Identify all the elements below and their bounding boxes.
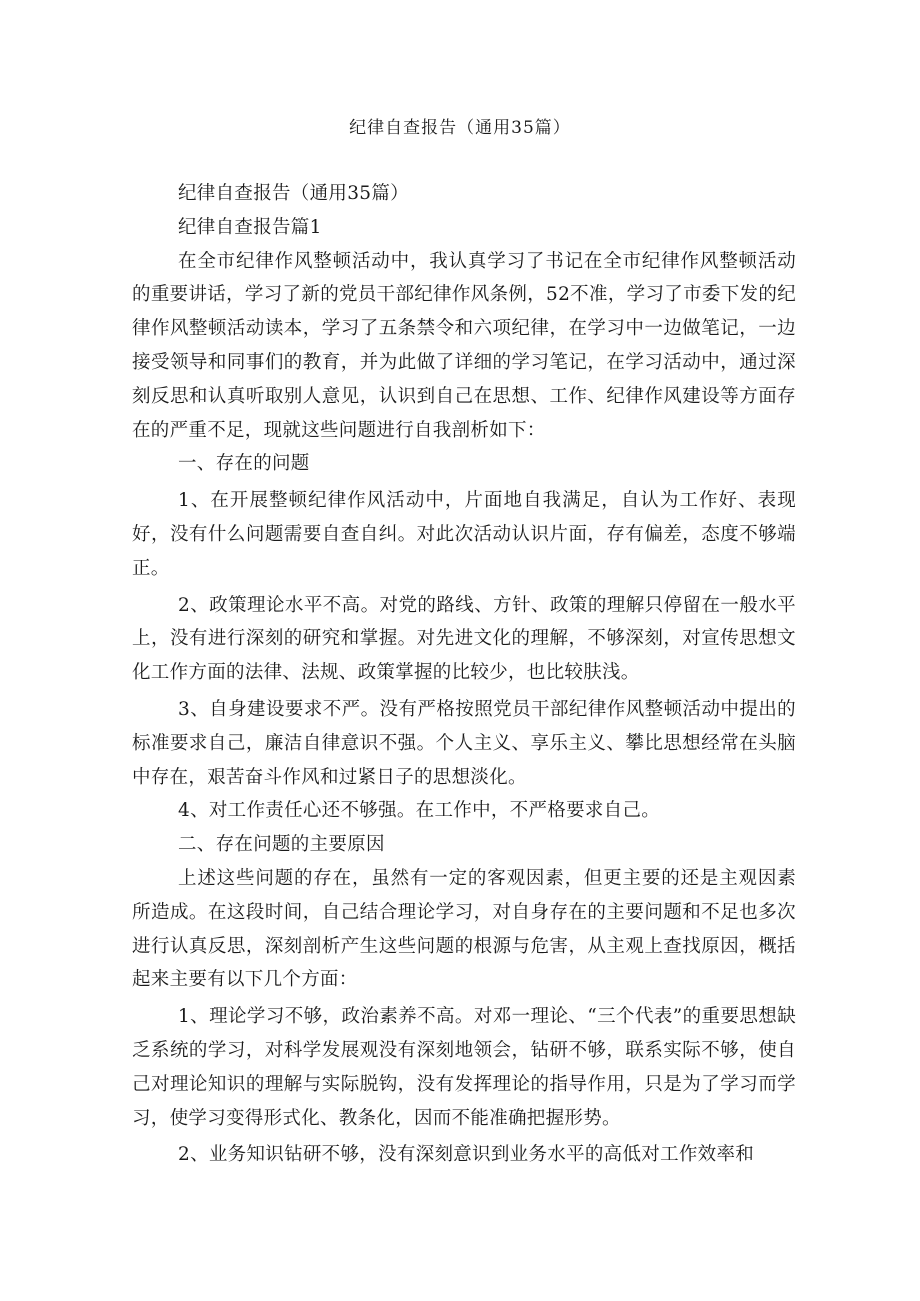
intro-paragraph: 在全市纪律作风整顿活动中，我认真学习了书记在全市纪律作风整顿活动的重要讲话，学习了新的党员干部纪律作风条例，52不准，学习了市委下发的纪律作风整顿活动读本，学习了五条禁令和六项纪律，在学习中一边做笔记，一边接受领导和同事们的教育，并为此做了详细的学习笔记，在学习活动中，通过深刻反思和认真听取别人意见，认识到自己在思想、工作、纪律作风建设等方面存在的严重不足，现就这些问题进行自我剖析如下： [132, 250, 796, 441]
document-body [132, 177, 796, 1172]
cause-2-paragraph: 2、业务知识钻研不够，没有深刻意识到业务水平的高低对工作效率和 [178, 1144, 755, 1166]
subtitle-paragraph: 纪律自查报告（通用35篇） [178, 183, 409, 204]
problem-2-paragraph: 2、政策理论水平不高。对党的路线、方针、政策的理解只停留在一般水平上，没有进行深刻的研究和掌握。对先进文化的理解，不够深刻，对宣传思想文化工作方面的法律、法规、政策掌握的比较少，也比较肤浅。 [132, 594, 796, 684]
problem-4-paragraph: 4、对工作责任心还不够强。在工作中，不严格要求自己。 [178, 800, 661, 822]
heading-existing-problems: 一、存在的问题 [178, 453, 310, 475]
section-heading: 纪律自查报告篇1 [178, 216, 322, 238]
problem-1-paragraph: 1、在开展整顿纪律作风活动中，片面地自我满足，自认为工作好、表现好，没有什么问题需要自查自纠。对此次活动认识片面，存有偏差，态度不够端正。 [132, 490, 796, 579]
cause-1-paragraph: 1、理论学习不够，政治素养不高。对邓一理论、“三个代表”的重要思想缺乏系统的学习，对科学发展观没有深刻地领会，钻研不够，联系实际不够，使自己对理论知识的理解与实际脱钩，没有发挥理论的指导作用，只是为了学习而学习，使学习变得形式化、教条化，因而不能准确把握形势。 [132, 1006, 796, 1129]
heading-main-causes: 二、存在问题的主要原因 [178, 834, 385, 856]
document-title: 纪律自查报告（通用35篇） [349, 118, 571, 138]
problem-3-paragraph: 3、自身建设要求不严。没有严格按照党员干部纪律作风整顿活动中提出的标准要求自己，廉洁自律意识不强。个人主义、享乐主义、攀比思想经常在头脑中存在，艰苦奋斗作风和过紧日子的思想淡化。 [132, 698, 796, 788]
causes-intro-paragraph: 上述这些问题的存在，虽然有一定的客观因素，但更主要的还是主观因素所造成。在这段时间，自己结合理论学习，对自身存在的主要问题和不足也多次进行认真反思，深刻剖析产生这些问题的根源与危害，从主观上查找原因，概括起来主要有以下几个方面： [132, 867, 796, 991]
